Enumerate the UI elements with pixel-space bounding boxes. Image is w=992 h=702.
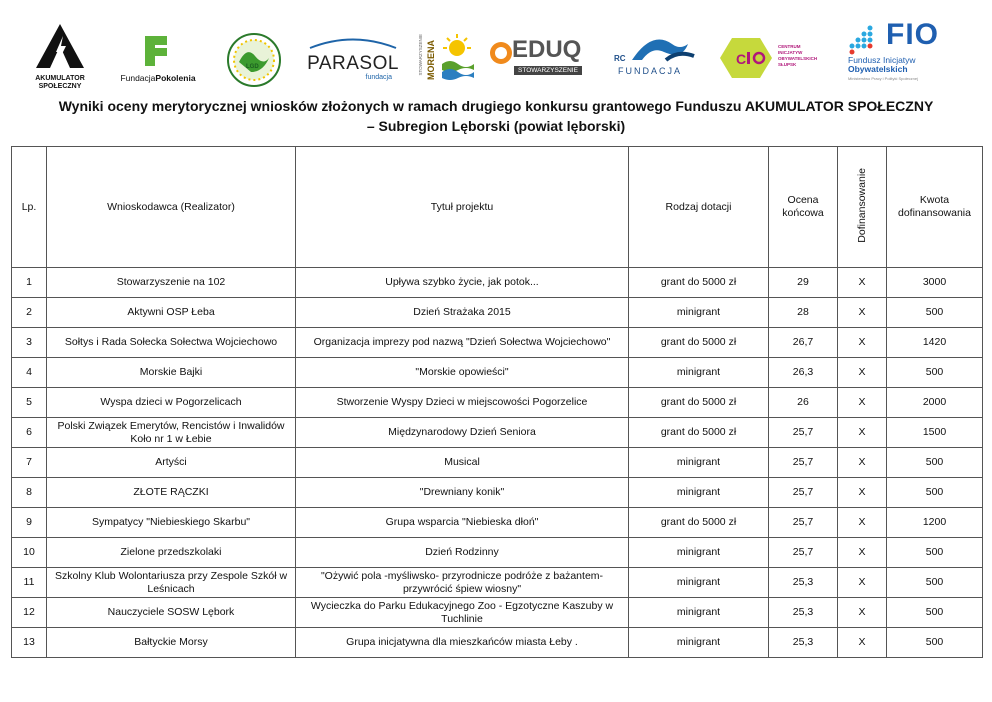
cell-funded: X	[838, 298, 887, 328]
rc-fundacja-logo	[612, 30, 702, 80]
parasol-text: PARASOL	[307, 53, 399, 74]
lgd-circle-icon	[225, 32, 283, 88]
cell-grant-type: grant do 5000 zł	[629, 328, 769, 358]
cell-applicant: Morskie Bajki	[47, 358, 296, 388]
cell-grant-type: grant do 5000 zł	[629, 388, 769, 418]
table-row	[12, 628, 983, 658]
cell-grant-type: minigrant	[629, 298, 769, 328]
cell-lp: 3	[12, 328, 47, 358]
eduq-circle-icon	[488, 40, 514, 66]
header-funded-label: Dofinansowanie	[855, 167, 868, 243]
table-body	[12, 268, 983, 658]
pokolenia-text-2: Pokolenia	[155, 73, 196, 83]
cell-score: 28	[769, 298, 838, 328]
cell-applicant: Bałtyckie Morsy	[47, 628, 296, 658]
cell-amount: 500	[887, 478, 983, 508]
cell-grant-type: minigrant	[629, 628, 769, 658]
akumulator-logo	[28, 22, 92, 88]
cell-project: Grupa wsparcia "Niebieska dłoń"	[296, 508, 629, 538]
cell-amount: 1420	[887, 328, 983, 358]
cell-applicant: Aktywni OSP Łeba	[47, 298, 296, 328]
pokolenia-mark-icon	[143, 34, 173, 68]
header-amount-line-2: dofinansowania	[898, 207, 971, 219]
cell-lp: 7	[12, 448, 47, 478]
cell-score: 25,7	[769, 508, 838, 538]
table-row	[12, 328, 983, 358]
parasol-logo	[306, 36, 400, 80]
cell-amount: 1200	[887, 508, 983, 538]
cell-project: "Ożywić pola -myśliwsko- przyrodnicze podróże z bażantem- przywrócić śpiew wiosny"	[296, 568, 629, 598]
cell-score: 25,3	[769, 628, 838, 658]
cell-project: Grupa inicjatywna dla mieszkańców miasta Łeby .	[296, 628, 629, 658]
cell-funded: X	[838, 268, 887, 298]
cell-applicant: Nauczyciele SOSW Lębork	[47, 598, 296, 628]
fio-logo	[846, 18, 964, 86]
header-applicant: Wnioskodawca (Realizator)	[47, 147, 296, 268]
cell-grant-type: grant do 5000 zł	[629, 508, 769, 538]
title-line-1: Wyniki oceny merytorycznej wniosków złożonych w ramach drugiego konkursu grantowego Funduszu AKUMULATOR SPOŁECZNY	[58, 98, 934, 114]
cell-project: Wycieczka do Parku Edukacyjnego Zoo - Egzotyczne Kaszuby w Tuchlinie	[296, 598, 629, 628]
cio-text-2: INICJATYW	[778, 50, 803, 55]
fio-sub-1: Fundusz Inicjatyw	[848, 55, 916, 65]
cell-amount: 500	[887, 598, 983, 628]
cell-project: Dzień Rodzinny	[296, 538, 629, 568]
cell-applicant: ZŁOTE RĄCZKI	[47, 478, 296, 508]
table-row	[12, 418, 983, 448]
pokolenia-text-1: Fundacja	[120, 73, 156, 83]
cell-score: 25,7	[769, 448, 838, 478]
lgd-logo	[225, 32, 285, 88]
morena-text-1: STOWARZYSZENIE	[418, 34, 423, 76]
fio-text: FIO	[886, 18, 939, 51]
cio-text-1: CENTRUM	[778, 44, 801, 49]
cell-lp: 11	[12, 568, 47, 598]
cell-funded: X	[838, 478, 887, 508]
cell-lp: 10	[12, 538, 47, 568]
cell-project: Musical	[296, 448, 629, 478]
cell-score: 25,7	[769, 478, 838, 508]
header-funded	[838, 147, 887, 268]
cell-funded: X	[838, 448, 887, 478]
rc-text: RC	[614, 54, 626, 63]
cell-score: 26,3	[769, 358, 838, 388]
eduq-logo	[488, 36, 592, 80]
table-row	[12, 448, 983, 478]
svg-text:C: C	[736, 51, 747, 67]
cell-amount: 1500	[887, 418, 983, 448]
cell-grant-type: minigrant	[629, 568, 769, 598]
cell-amount: 2000	[887, 388, 983, 418]
cell-score: 29	[769, 268, 838, 298]
cell-lp: 9	[12, 508, 47, 538]
results-table	[11, 146, 983, 658]
cell-applicant: Sołtys i Rada Sołecka Sołectwa Wojciechowo	[47, 328, 296, 358]
table-row	[12, 478, 983, 508]
cell-funded: X	[838, 358, 887, 388]
cell-grant-type: grant do 5000 zł	[629, 268, 769, 298]
header-amount	[887, 147, 983, 268]
cell-amount: 500	[887, 448, 983, 478]
cell-funded: X	[838, 388, 887, 418]
cell-amount: 500	[887, 298, 983, 328]
cell-funded: X	[838, 418, 887, 448]
sun-wave-icon	[440, 32, 474, 84]
header-row	[12, 147, 983, 268]
page-title	[20, 96, 972, 136]
cell-score: 25,7	[769, 538, 838, 568]
cell-applicant: Sympatycy "Niebieskiego Skarbu"	[47, 508, 296, 538]
lightning-a-icon	[28, 22, 92, 70]
cell-funded: X	[838, 508, 887, 538]
cio-text-3: OBYWATELSKICH	[778, 56, 818, 61]
header-project: Tytuł projektu	[296, 147, 629, 268]
cell-project: Międzynarodowy Dzień Seniora	[296, 418, 629, 448]
cell-grant-type: grant do 5000 zł	[629, 418, 769, 448]
cell-funded: X	[838, 598, 887, 628]
cell-applicant: Stowarzyszenie na 102	[47, 268, 296, 298]
cell-score: 26	[769, 388, 838, 418]
cell-funded: X	[838, 538, 887, 568]
cell-amount: 500	[887, 358, 983, 388]
table-row	[12, 538, 983, 568]
cell-lp: 6	[12, 418, 47, 448]
title-line-2: – Subregion Lęborski (powiat lęborski)	[366, 118, 626, 134]
fio-dots-icon	[846, 24, 876, 56]
cell-grant-type: minigrant	[629, 598, 769, 628]
cell-amount: 500	[887, 628, 983, 658]
header-grant-type: Rodzaj dotacji	[629, 147, 769, 268]
cell-funded: X	[838, 328, 887, 358]
cell-score: 25,7	[769, 418, 838, 448]
cell-funded: X	[838, 568, 887, 598]
cell-score: 25,3	[769, 568, 838, 598]
morena-text-2: MORENA	[426, 40, 436, 80]
cell-grant-type: minigrant	[629, 358, 769, 388]
cell-applicant: Szkolny Klub Wolontariusza przy Zespole Szkół w Leśnicach	[47, 568, 296, 598]
header-score	[769, 147, 838, 268]
table-row	[12, 298, 983, 328]
cell-amount: 500	[887, 538, 983, 568]
header-score-line-1: Ocena	[787, 194, 819, 206]
eduq-text: EDUQ	[512, 36, 582, 63]
fio-sub-3: Ministerstwo Pracy i Polityki Społecznej	[848, 76, 919, 81]
cell-applicant: Polski Związek Emerytów, Rencistów i Inwalidów Koło nr 1 w Łebie	[47, 418, 296, 448]
cell-project: Upływa szybko życie, jak potok...	[296, 268, 629, 298]
lgd-text: LGD	[246, 64, 259, 70]
cell-project: "Drewniany konik"	[296, 478, 629, 508]
cell-grant-type: minigrant	[629, 448, 769, 478]
cell-lp: 4	[12, 358, 47, 388]
table-row	[12, 268, 983, 298]
cell-project: Organizacja imprezy pod nazwą "Dzień Sołectwa Wojciechowo"	[296, 328, 629, 358]
fundacja-text: FUNDACJA	[618, 66, 683, 76]
cell-applicant: Wyspa dzieci w Pogorzelicach	[47, 388, 296, 418]
akumulator-text-2: SPOŁECZNY	[38, 83, 82, 90]
pokolenia-logo	[113, 34, 203, 88]
table-row	[12, 508, 983, 538]
parasol-arc-icon	[306, 37, 400, 49]
akumulator-text-1: AKUMULATOR	[35, 75, 85, 82]
cio-logo	[718, 36, 818, 80]
table-row	[12, 358, 983, 388]
cell-grant-type: minigrant	[629, 538, 769, 568]
cell-project: "Morskie opowieści"	[296, 358, 629, 388]
cell-applicant: Zielone przedszkolaki	[47, 538, 296, 568]
cell-lp: 5	[12, 388, 47, 418]
eduq-sub: STOWARZYSZENIE	[514, 66, 582, 75]
cell-amount: 500	[887, 568, 983, 598]
cell-score: 25,3	[769, 598, 838, 628]
cio-text-4: SŁUPSK	[778, 62, 797, 67]
header-amount-line-1: Kwota	[919, 194, 950, 206]
morena-logo	[418, 30, 474, 86]
header-lp: Lp.	[12, 147, 47, 268]
cell-project: Stworzenie Wyspy Dzieci w miejscowości Pogorzelice	[296, 388, 629, 418]
cell-funded: X	[838, 628, 887, 658]
cell-lp: 12	[12, 598, 47, 628]
cell-amount: 3000	[887, 268, 983, 298]
table-row	[12, 388, 983, 418]
table-row	[12, 568, 983, 598]
header-score-line-2: końcowa	[782, 207, 824, 219]
cell-lp: 8	[12, 478, 47, 508]
fio-sub-2: Obywatelskich	[848, 64, 908, 74]
cell-score: 26,7	[769, 328, 838, 358]
parasol-sub: fundacja	[365, 74, 392, 81]
cell-project: Dzień Strażaka 2015	[296, 298, 629, 328]
table-row	[12, 598, 983, 628]
cell-lp: 2	[12, 298, 47, 328]
cell-grant-type: minigrant	[629, 478, 769, 508]
cell-applicant: Artyści	[47, 448, 296, 478]
cell-lp: 1	[12, 268, 47, 298]
logo-strip	[0, 0, 992, 92]
cell-lp: 13	[12, 628, 47, 658]
cio-hex-icon	[718, 36, 774, 80]
